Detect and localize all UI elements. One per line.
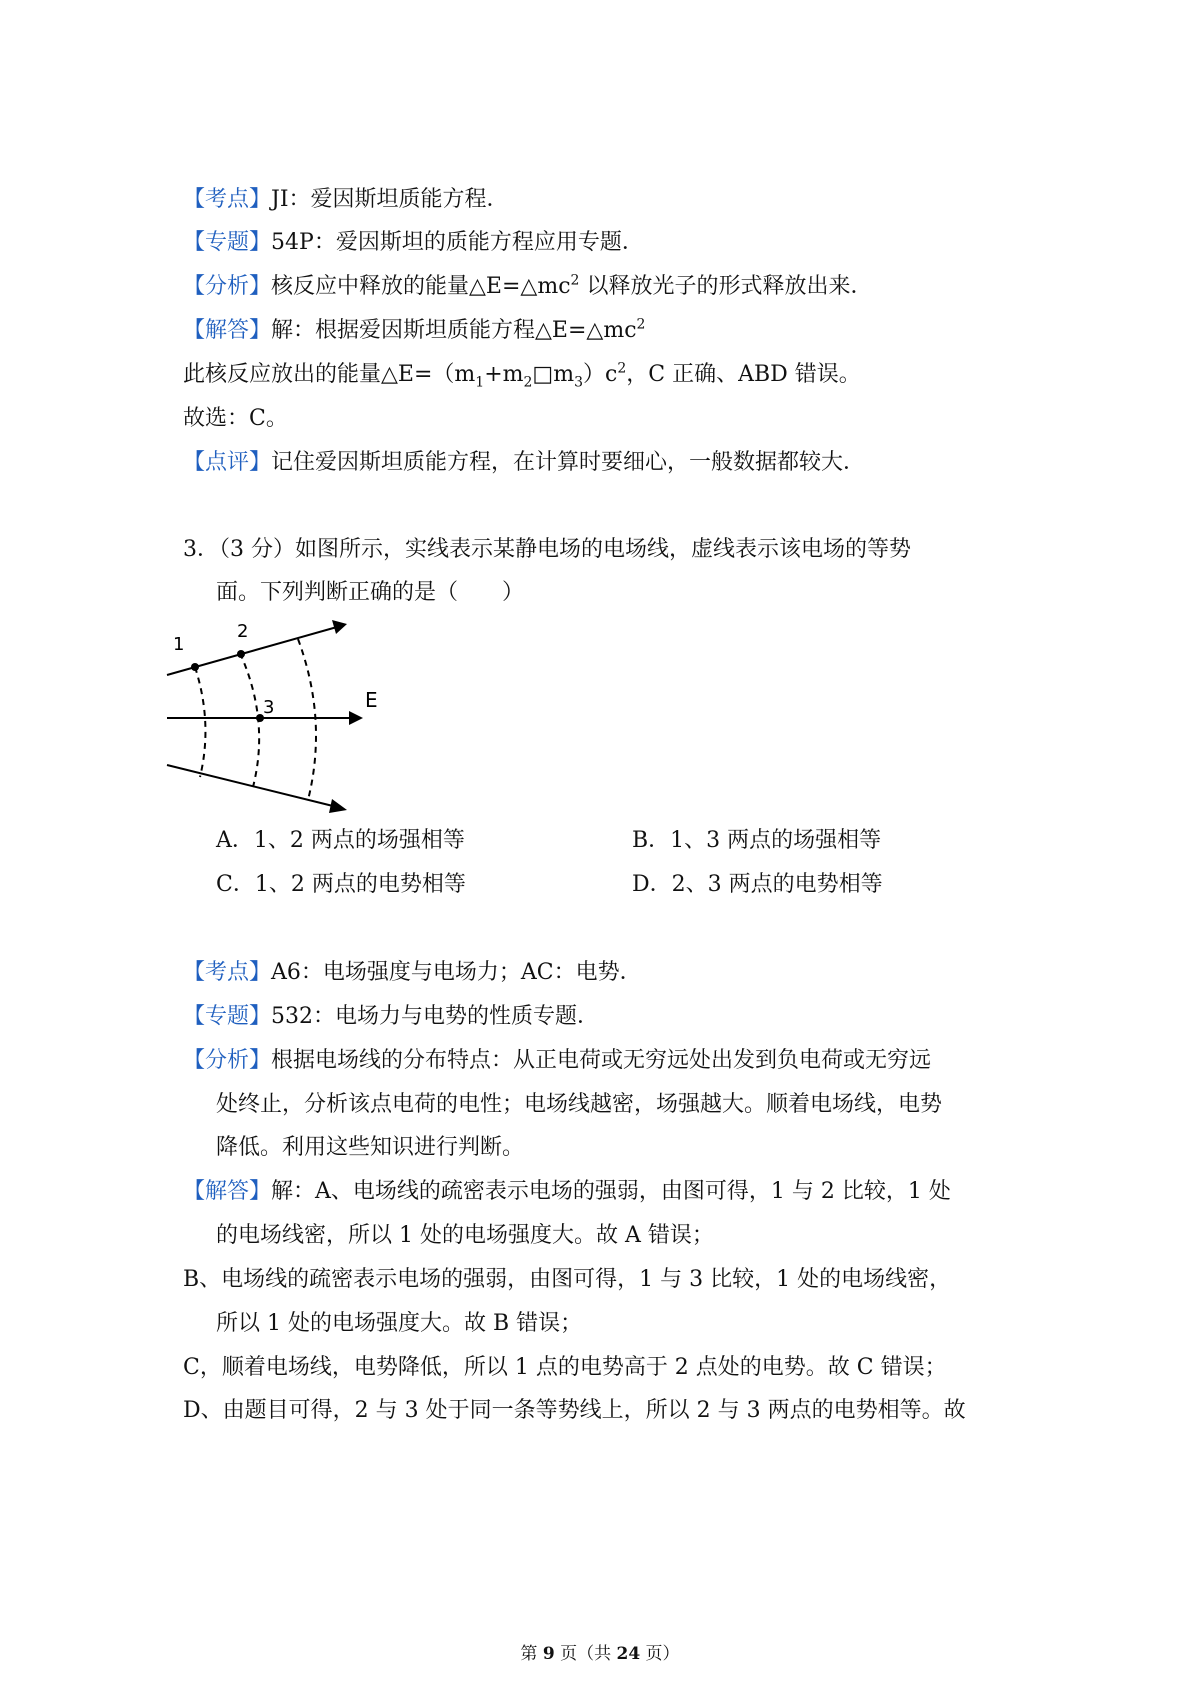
arrow-bottom-icon [329, 799, 347, 813]
label-2: 2 [237, 621, 249, 642]
energy-b: +m [484, 362, 524, 387]
dianping-line [183, 448, 865, 478]
option-d: D．2、3 两点的电势相等 [632, 872, 883, 897]
jieda-line-2 [183, 1177, 951, 1207]
jieda-text-2a: 解：A、电场线的疏密表示电场的强弱，由图可得，1 与 2 比较，1 处 [271, 1179, 951, 1204]
equipotential-2 [240, 653, 259, 787]
jieda-line-2c: B、电场线的疏密表示电场的强弱，由图可得，1 与 3 比较，1 处的电场线密， [183, 1267, 952, 1292]
footer-prefix: 第 [520, 1644, 543, 1664]
electric-field-figure [165, 615, 410, 825]
energy-a: 此核反应放出的能量△E=（m [183, 362, 476, 387]
fenxi-line-2b: 处终止，分析该点电荷的电性；电场线越密，场强越大。顺着电场线，电势 [216, 1092, 943, 1117]
footer-page-number: 9 [542, 1644, 555, 1664]
answer-line: 故选：C。 [183, 406, 288, 431]
zhuanti-tag-2: 【专题】 [183, 1004, 272, 1029]
fenxi-line-2c: 降低。利用这些知识进行判断。 [216, 1135, 525, 1160]
kaodian-line-2 [183, 958, 642, 988]
option-b: B．1、3 两点的场强相等 [632, 828, 882, 853]
energy-sup: 2 [617, 360, 627, 377]
energy-line [183, 360, 861, 390]
fenxi-text-2a: 根据电场线的分布特点：从正电荷或无穷远处出发到负电荷或无穷远 [271, 1048, 932, 1073]
jieda-line-2e: C，顺着电场线，电势降低，所以 1 点的电势高于 2 点处的电势。故 C 错误； [183, 1355, 947, 1380]
kaodian-tag: 【考点】 [183, 187, 272, 212]
arrow-middle-icon [349, 711, 363, 725]
question-3-line-2: 面。下列判断正确的是（ ） [216, 580, 525, 605]
fenxi-text-b: 以释放光子的形式释放出来． [579, 274, 873, 299]
label-3: 3 [263, 697, 275, 718]
jieda-line-2b: 的电场线密，所以 1 处的电场强度大。故 A 错误； [216, 1223, 714, 1248]
point-1 [191, 663, 199, 671]
jieda-text-a: 解：根据爱因斯坦质能方程△E=△mc [271, 318, 637, 343]
label-1: 1 [173, 634, 185, 655]
fenxi-line-1 [183, 272, 872, 302]
field-line-bottom [167, 765, 337, 807]
jieda-tag-2: 【解答】 [183, 1179, 272, 1204]
energy-c: □m [532, 362, 575, 387]
equipotential-3 [298, 639, 316, 800]
footer-total-pages: 24 [616, 1644, 641, 1664]
energy-e: ，C 正确、ABD 错误。 [626, 362, 861, 387]
zhuanti-text: 54P：爱因斯坦的质能方程应用专题． [271, 230, 644, 255]
fenxi-tag: 【分析】 [183, 274, 272, 299]
kaodian-tag-2: 【考点】 [183, 960, 272, 985]
question-3-line-1: 3．（3 分）如图所示，实线表示某静电场的电场线，虚线表示该电场的等势 [183, 537, 911, 562]
arrow-top-icon [332, 620, 347, 634]
fenxi-text-a: 核反应中释放的能量△E=△mc [271, 274, 571, 299]
label-E: E [365, 688, 378, 712]
option-a: A．1、2 两点的场强相等 [216, 828, 465, 853]
option-c: C．1、2 两点的电势相等 [216, 872, 466, 897]
energy-sub1: 1 [475, 374, 485, 391]
fenxi-tag-2: 【分析】 [183, 1048, 272, 1073]
footer-middle: 页（共 [554, 1644, 617, 1664]
energy-d: ）c [583, 362, 618, 387]
fenxi-line-2 [183, 1046, 931, 1076]
footer-suffix: 页） [640, 1644, 680, 1664]
jieda-tag: 【解答】 [183, 318, 272, 343]
dianping-text: 记住爱因斯坦质能方程，在计算时要细心，一般数据都较大． [271, 450, 866, 475]
dianping-tag: 【点评】 [183, 450, 272, 475]
jieda-line-2f: D、由题目可得，2 与 3 处于同一条等势线上，所以 2 与 3 两点的电势相等。故 [183, 1398, 966, 1423]
zhuanti-line-1 [183, 228, 644, 258]
jieda-line-2d: 所以 1 处的电场强度大。故 B 错误； [216, 1311, 583, 1336]
zhuanti-text-2: 532：电场力与电势的性质专题． [271, 1004, 600, 1029]
fenxi-sup: 2 [570, 272, 580, 289]
zhuanti-line-2 [183, 1002, 599, 1032]
page-footer [0, 1643, 1200, 1665]
jieda-sup: 2 [636, 316, 646, 333]
energy-sub3: 3 [574, 374, 583, 391]
energy-sub2: 2 [523, 374, 533, 391]
kaodian-text: JI：爱因斯坦质能方程． [271, 187, 509, 212]
equipotential-1 [195, 667, 205, 777]
kaodian-text-2: A6：电场强度与电场力；AC：电势． [271, 960, 642, 985]
jieda-line-1 [183, 316, 645, 346]
point-2 [237, 650, 245, 658]
zhuanti-tag: 【专题】 [183, 230, 272, 255]
kaodian-line-1 [183, 185, 509, 215]
